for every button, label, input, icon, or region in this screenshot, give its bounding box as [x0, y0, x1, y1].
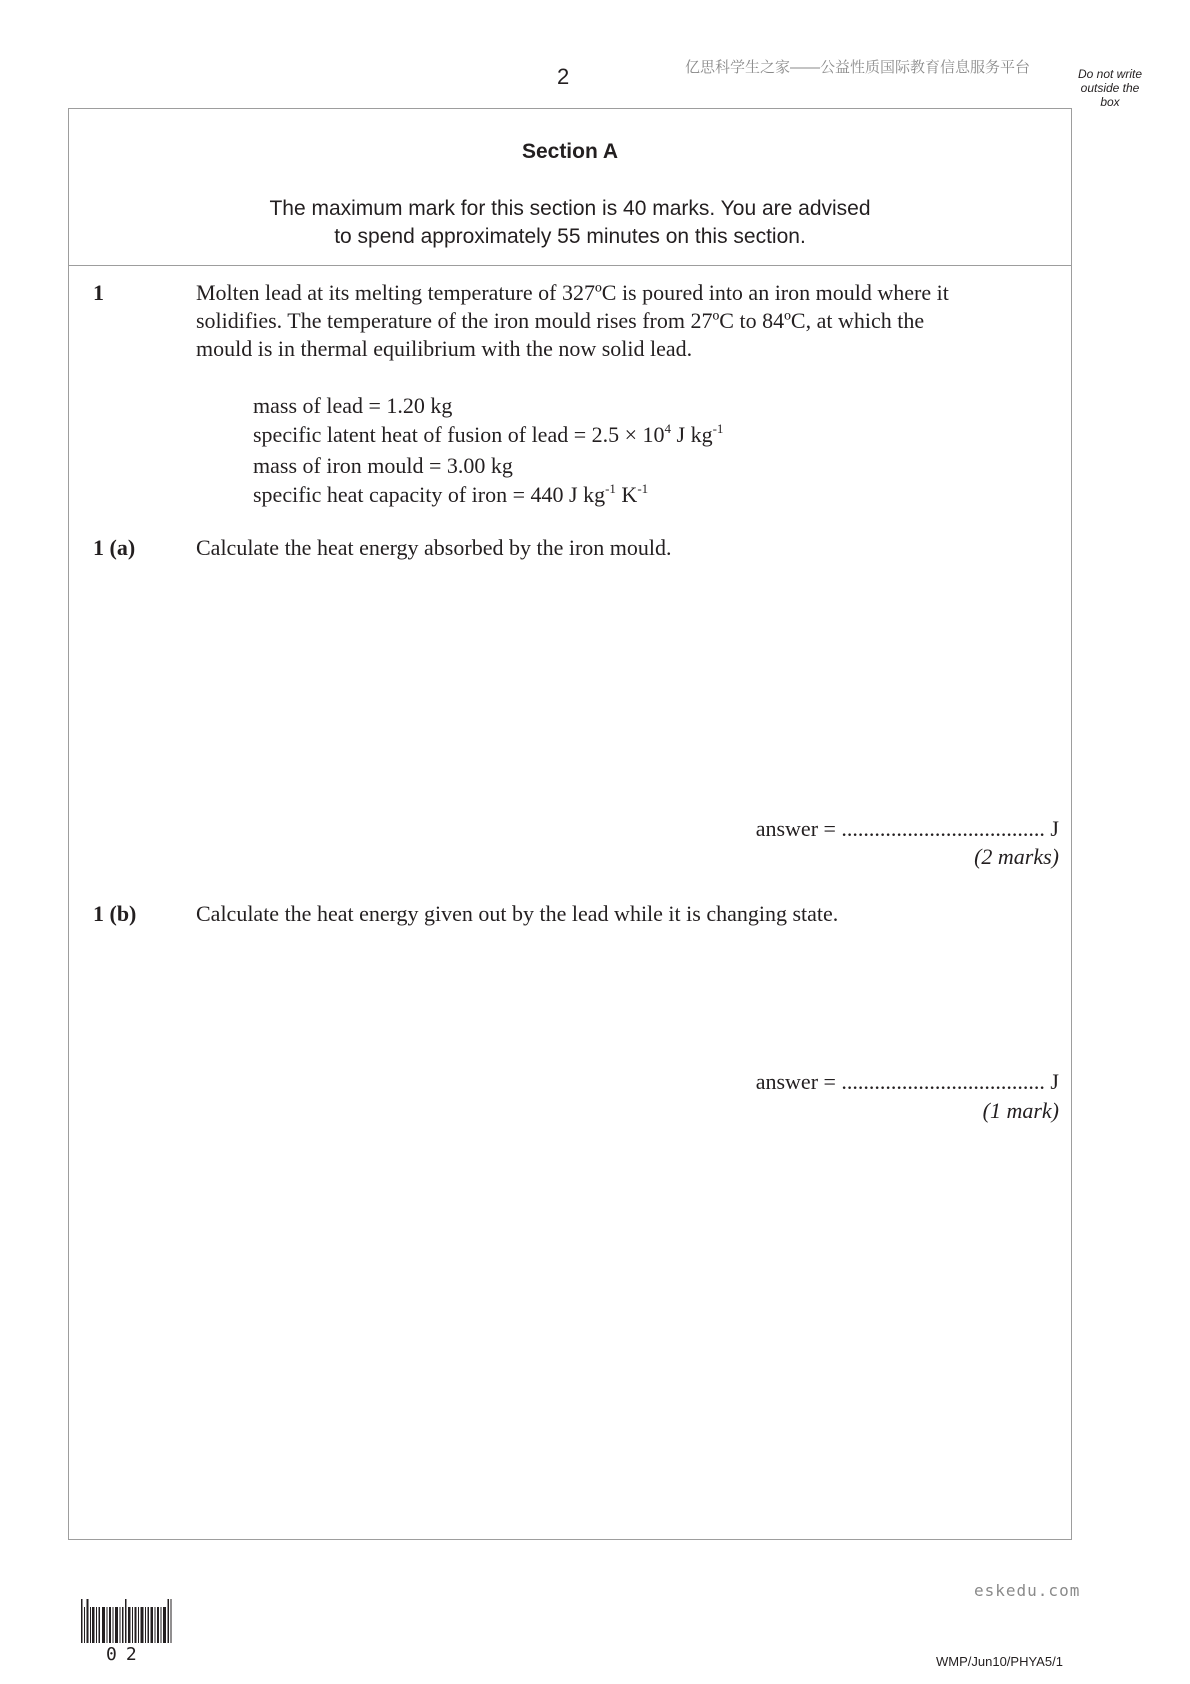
latent-heat-unit-exponent: -1: [712, 420, 724, 436]
part-a-number: [93, 535, 135, 561]
part-b-question-number: 1: [93, 901, 104, 926]
data-mass-lead: mass of lead = 1.20 kg: [253, 393, 453, 418]
part-b-marks: (1 mark): [982, 1098, 1059, 1123]
header-watermark: 亿思科学生之家——公益性质国际教育信息服务平台: [685, 59, 1031, 76]
shc-exponent-2: -1: [637, 480, 649, 496]
question-stem-line: Molten lead at its melting temperature of 327ºC is poured into an iron mould where it: [196, 280, 949, 305]
part-b-letter: (b): [109, 901, 137, 926]
part-b-number: [93, 901, 136, 927]
part-b-text: Calculate the heat energy given out by the lead while it is changing state.: [196, 901, 839, 926]
shc-unit-k: K: [615, 481, 638, 507]
barcode-number: 02: [106, 1644, 146, 1665]
part-b-answer-line[interactable]: answer = ..................................... J: [755, 1069, 1059, 1094]
latent-heat-unit: J kg: [671, 421, 713, 447]
barcode-icon: [81, 1599, 177, 1643]
section-header: [69, 109, 1071, 266]
data-mass-iron: mass of iron mould = 3.00 kg: [253, 453, 513, 478]
margin-note-line: Do not write: [1077, 67, 1143, 81]
question-stem-line: mould is in thermal equilibrium with the now solid lead.: [196, 336, 693, 361]
part-a-answer-line[interactable]: answer = ..................................... J: [755, 816, 1059, 841]
part-a-marks: (2 marks): [974, 844, 1059, 869]
question-number: 1: [93, 280, 104, 305]
part-a-text: Calculate the heat energy absorbed by the iron mould.: [196, 535, 672, 560]
margin-note: [1068, 67, 1152, 109]
question-data: [253, 392, 723, 512]
margin-note-line: box: [1100, 95, 1120, 109]
instruction-line: to spend approximately 55 minutes on this section.: [334, 225, 806, 248]
section-instructions: [69, 195, 1071, 251]
paper-reference: WMP/Jun10/PHYA5/1: [936, 1654, 1063, 1669]
data-latent-heat: [253, 421, 723, 453]
part-a-question-number: 1: [93, 535, 104, 560]
part-a-letter: (a): [109, 535, 136, 560]
section-title: Section A: [521, 140, 619, 163]
data-shc: [253, 481, 723, 513]
latent-heat-text: specific latent heat of fusion of lead = 2.5 × 10: [253, 421, 665, 447]
shc-text: specific heat capacity of iron = 440 J kg: [253, 481, 606, 507]
page-number: 2: [557, 64, 570, 89]
margin-note-line: outside the: [1080, 81, 1140, 95]
latent-heat-exponent: 4: [664, 420, 672, 436]
footer-watermark: eskedu.com: [974, 1581, 1081, 1600]
question-stem: [196, 279, 949, 363]
shc-exponent-1: -1: [605, 480, 616, 496]
question-stem-line: solidifies. The temperature of the iron mould rises from 27ºC to 84ºC, at which the: [196, 308, 925, 333]
barcode-image: [81, 1599, 177, 1648]
instruction-line: The maximum mark for this section is 40 marks. You are advised: [269, 197, 871, 220]
